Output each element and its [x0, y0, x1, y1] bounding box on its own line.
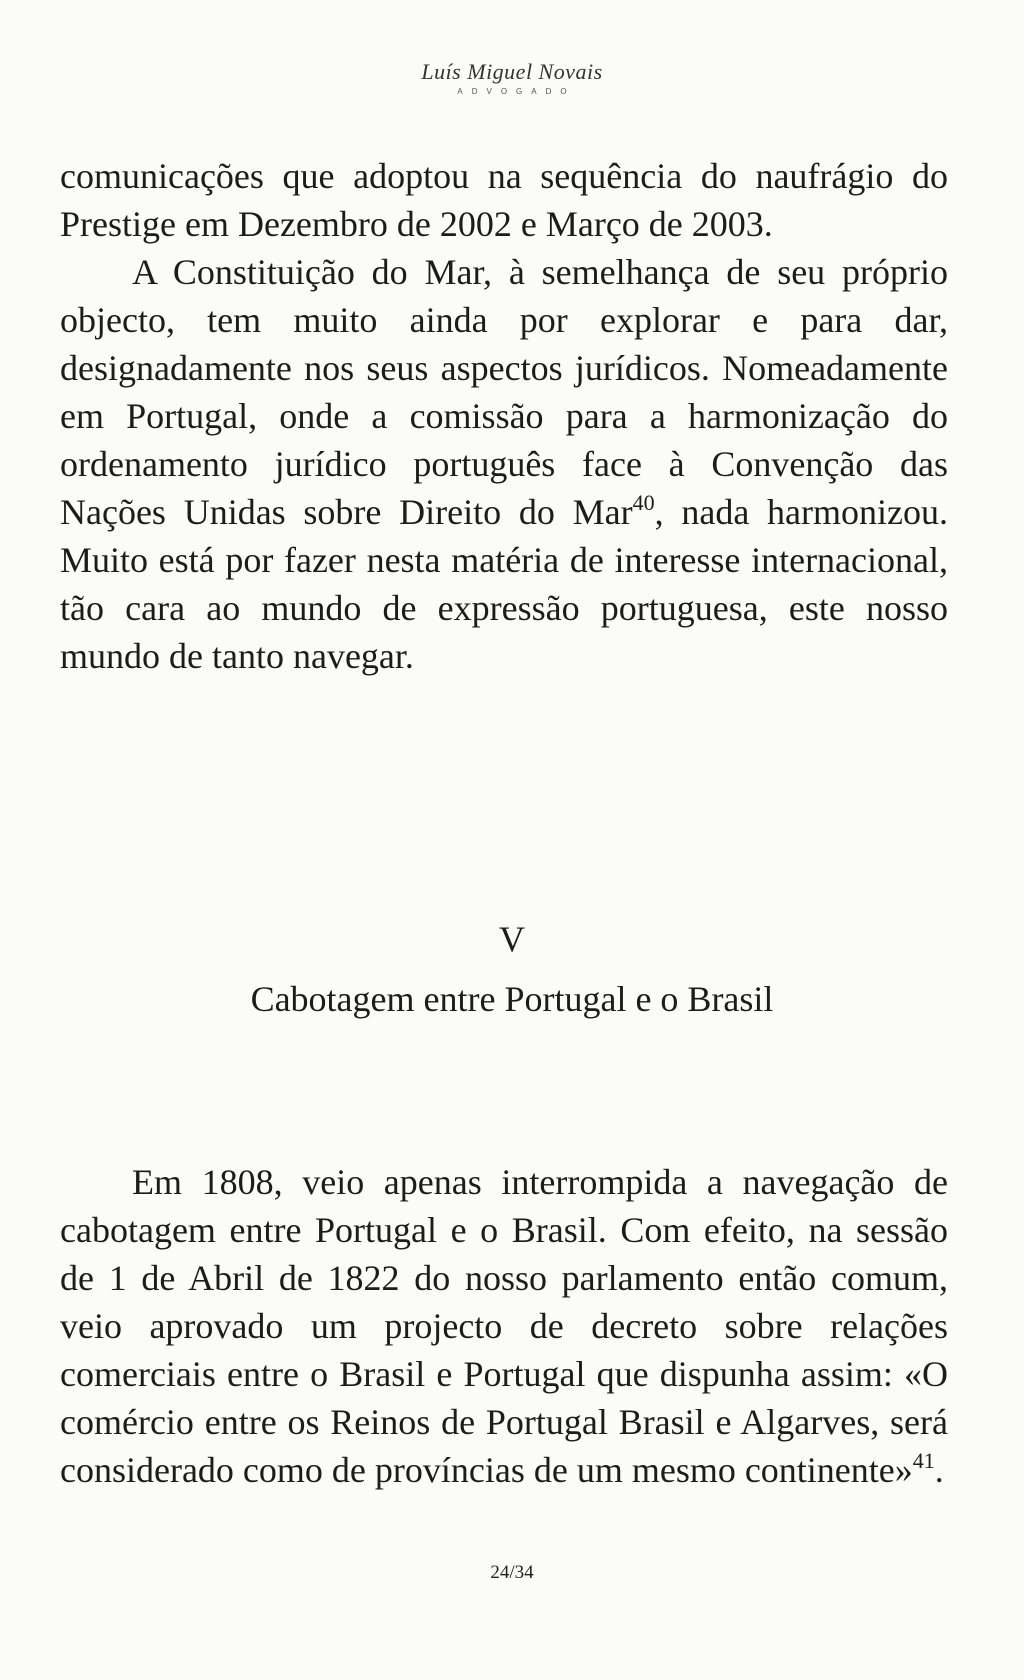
section-two-text	[60, 1158, 948, 1494]
section-title: Cabotagem entre Portugal e o Brasil	[250, 979, 774, 1019]
paragraph-text-a: A Constituição do Mar, à semelhança de seu próprio objecto, tem muito ainda por explorar e para dar, designadamente nos seus aspectos jurídicos. Nomeadamente em Portugal, onde a comissão para a harmonização do ordenamento jurídico português face à Convenção das Nações Unidas sobre Direito do Mar	[60, 252, 948, 532]
letterhead-name: Luís Miguel Novais	[421, 59, 603, 84]
letterhead	[0, 60, 1024, 96]
paragraph-text-b: , nada harmonizou. Muito está por fazer nesta matéria de interesse internacional, tão cara ao mundo de expressão portuguesa, este nosso mundo de tanto navegar.	[60, 492, 949, 676]
paragraph-continuation: comunicações que adoptou na sequência do naufrágio do Prestige em Dezembro de 2002 e Março de 2003.	[60, 156, 948, 244]
paragraph-text-c: Em 1808, veio apenas interrompida a navegação de cabotagem entre Portugal e o Brasil. Com efeito, na sessão de 1 de Abril de 1822 do nosso parlamento então comum, veio aprovado um projecto de decreto sobre relações comerciais entre o Brasil e Portugal que dispunha assim: «O comércio entre os Reinos de Portugal Brasil e Algarves, será considerado como de províncias de um mesmo continente»	[60, 1162, 948, 1490]
paragraph-cabotagem	[60, 1158, 948, 1494]
section-numeral: V	[499, 919, 525, 959]
section-one-text	[60, 152, 948, 680]
letterhead-subtitle: ADVOGADO	[457, 87, 576, 96]
paragraph-constituicao-do-mar	[60, 248, 948, 680]
footnote-ref-41: 41	[912, 1448, 935, 1473]
footnote-ref-40: 40	[632, 490, 655, 515]
paragraph-text-d: .	[934, 1450, 944, 1490]
page-number: 24/34	[490, 1562, 534, 1583]
